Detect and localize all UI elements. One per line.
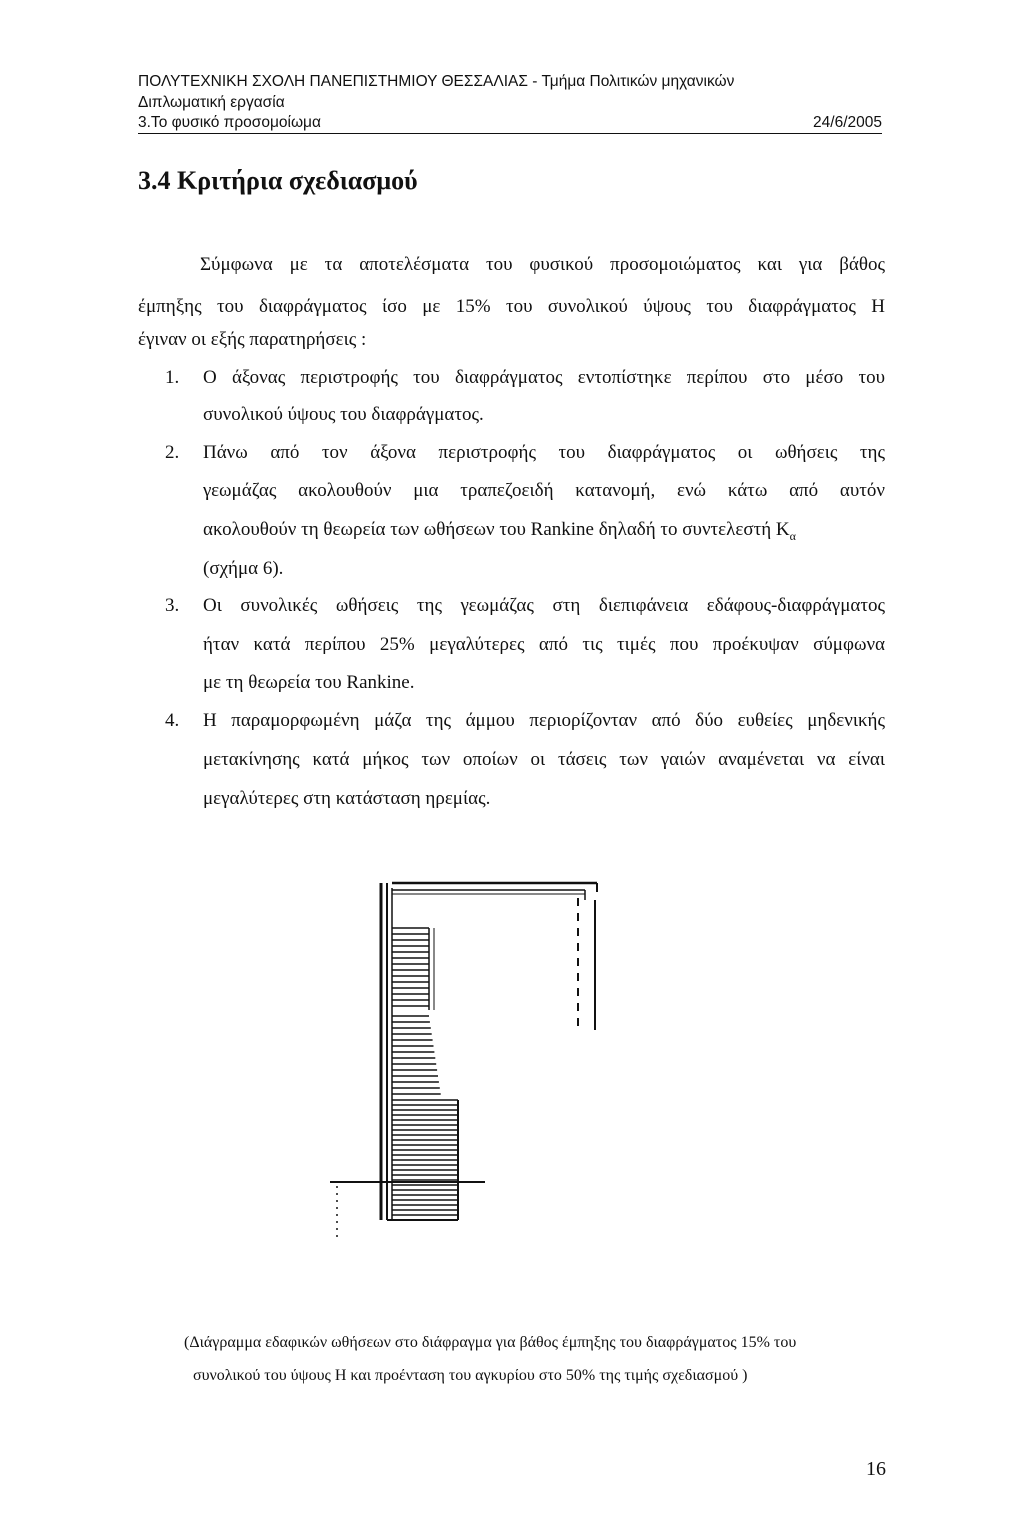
item-4-line-1: Η παραμορφωμένη μάζα της άμμου περιορίζονταν από δύο ευθείες μηδενικής — [203, 710, 885, 731]
item-2-line-2: γεωμάζας ακολουθούν μια τραπεζοειδή κατανομή, ενώ κάτω από αυτόν — [203, 480, 885, 501]
item-3-line-1: Οι συνολικές ωθήσεις της γεωμάζας στη διεπιφάνεια εδάφους-διαφράγματος — [203, 595, 885, 616]
figure-caption-line-1: (Διάγραμμα εδαφικών ωθήσεων στο διάφραγμα για βάθος έμπηξης του διαφράγματος 15% του — [184, 1334, 797, 1351]
intro-line-3: έγιναν οι εξής παρατηρήσεις : — [138, 329, 367, 350]
item-1-number: 1. — [165, 367, 180, 388]
item-4-line-3: μεγαλύτερες στη κατάσταση ηρεμίας. — [203, 788, 491, 809]
header-institution: ΠΟΛΥΤΕΧΝΙΚΗ ΣΧΟΛΗ ΠΑΝΕΠΙΣΤΗΜΙΟΥ ΘΕΣΣΑΛΙΑΣ - Τμήμα Πολιτικών μηχανικών — [138, 73, 735, 90]
intro-line-1: Σύμφωνα με τα αποτελέσματα του φυσικού προσομοιώματος και για βάθος — [200, 254, 885, 275]
item-4-line-2: μετακίνησης κατά μήκος των οποίων οι τάσεις των γαιών αναμένεται να είναι — [203, 749, 885, 770]
item-2-line-3: ακολουθούν τη θεωρεία των ωθήσεων του Rankine δηλαδή το συντελεστή Κ — [203, 519, 790, 540]
pressure-hatch-group — [392, 928, 458, 1215]
item-3-line-2: ήταν κατά περίπου 25% μεγαλύτερες από τις τιμές που προέκυψαν σύμφωνα — [203, 634, 885, 655]
earth-pressure-diagram — [325, 870, 615, 1250]
item-2-line-4: (σχήμα 6). — [203, 558, 284, 579]
header-date: 24/6/2005 — [813, 114, 882, 131]
item-2-line-1: Πάνω από τον άξονα περιστροφής του διαφράγματος οι ωθήσεις της — [203, 442, 885, 463]
item-1-line-2: συνολικού ύψους του διαφράγματος. — [203, 404, 484, 425]
section-title: 3.4 Κριτήρια σχεδιασμού — [138, 166, 418, 195]
figure-caption-line-2: συνολικού του ύψους Η και προένταση του αγκυρίου στο 50% της τιμής σχεδιασμού ) — [193, 1367, 748, 1384]
intro-line-2: έμπηξης του διαφράγματος ίσο με 15% του συνολικού ύψους του διαφράγματος Η — [138, 296, 885, 317]
item-1-line-1: Ο άξονας περιστροφής του διαφράγματος εντοπίστηκε περίπου στο μέσο του — [203, 367, 885, 388]
item-3-line-3: με τη θεωρεία του Rankine. — [203, 672, 415, 693]
item-2-line-3-row — [203, 518, 796, 548]
ka-subscript: α — [789, 528, 796, 543]
page-number: 16 — [866, 1458, 886, 1480]
item-2-number: 2. — [165, 442, 180, 463]
item-4-number: 4. — [165, 710, 180, 731]
header-chapter-row — [138, 113, 882, 134]
header-chapter: 3.Το φυσικό προσομοίωμα — [138, 114, 321, 131]
header-doc-type: Διπλωματική εργασία — [138, 94, 285, 111]
item-3-number: 3. — [165, 595, 180, 616]
